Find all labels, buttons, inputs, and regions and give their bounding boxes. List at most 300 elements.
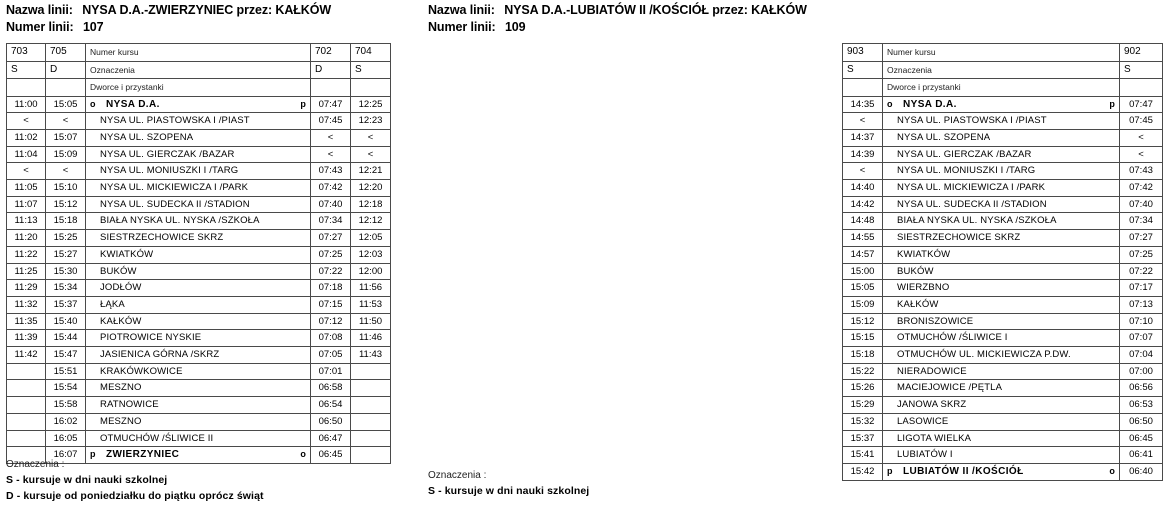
time-705: 15:37: [46, 296, 86, 313]
marking-703: S: [7, 61, 46, 79]
time-704: 11:56: [351, 280, 391, 297]
time-703: 11:25: [7, 263, 46, 280]
time-703: <: [7, 113, 46, 130]
table-row: [7, 413, 391, 430]
table-row: [843, 180, 1163, 197]
header-row-course-number: [7, 44, 391, 62]
spacer-cell: [7, 79, 46, 97]
stop-name-cell: [883, 180, 1120, 197]
time-705: 15:40: [46, 313, 86, 330]
time-705: 15:27: [46, 246, 86, 263]
time-903: 14:37: [843, 129, 883, 146]
time-702: 07:18: [311, 280, 351, 297]
time-705: 15:07: [46, 129, 86, 146]
table-row: [7, 363, 391, 380]
header-row-course-number: [843, 44, 1163, 62]
time-702: 07:45: [311, 113, 351, 130]
time-903: 15:09: [843, 296, 883, 313]
marking-902: S: [1120, 61, 1163, 79]
time-902: 06:45: [1120, 430, 1163, 447]
time-703: 11:20: [7, 230, 46, 247]
stop-name-cell: [883, 313, 1120, 330]
table-row: [843, 330, 1163, 347]
stop-name: BIAŁA NYSKA UL. NYSKA /SZKOŁA: [897, 215, 1057, 227]
stop-name-cell: [86, 263, 311, 280]
stop-name: RATNOWICE: [100, 399, 159, 411]
legend-right: [428, 468, 832, 499]
line-number-row: [6, 19, 410, 36]
time-903: 14:42: [843, 196, 883, 213]
stop-name-cell: [883, 430, 1120, 447]
stop-name: NYSA UL. MONIUSZKI I /TARG: [100, 165, 239, 177]
time-903: 14:35: [843, 96, 883, 113]
time-704: 11:46: [351, 330, 391, 347]
time-704: 11:53: [351, 296, 391, 313]
time-902: 07:17: [1120, 280, 1163, 297]
departure-marker: p: [887, 465, 893, 476]
stop-name: JANOWA SKRZ: [897, 399, 967, 411]
course-number-903: 903: [843, 44, 883, 62]
stop-name-cell: [86, 213, 311, 230]
line-number-label: Numer linii:: [6, 20, 74, 34]
stop-name: LUBIATÓW II /KOŚCIÓŁ: [903, 465, 1024, 477]
time-902: 07:27: [1120, 230, 1163, 247]
marking-705: D: [46, 61, 86, 79]
time-702: 07:15: [311, 296, 351, 313]
time-903: 14:48: [843, 213, 883, 230]
time-705: 15:58: [46, 397, 86, 414]
time-704: 12:18: [351, 196, 391, 213]
time-705: 15:05: [46, 96, 86, 113]
table-row: [843, 129, 1163, 146]
stop-name: SIESTRZECHOWICE SKRZ: [897, 232, 1021, 244]
time-703: <: [7, 163, 46, 180]
stop-name-cell: [86, 196, 311, 213]
stop-name: NYSA UL. SZOPENA: [897, 131, 991, 143]
table-row: [843, 363, 1163, 380]
stop-name: BRONISZOWICE: [897, 315, 974, 327]
time-703: [7, 430, 46, 447]
time-703: 11:00: [7, 96, 46, 113]
spacer-cell: [311, 79, 351, 97]
legend-item: S - kursuje w dni nauki szkolnej: [6, 474, 168, 486]
departure-marker: p: [90, 449, 96, 460]
table-row: [843, 213, 1163, 230]
time-902: 07:13: [1120, 296, 1163, 313]
time-902: 06:41: [1120, 447, 1163, 464]
spacer-cell: [46, 79, 86, 97]
time-702: 07:40: [311, 196, 351, 213]
time-705: 15:25: [46, 230, 86, 247]
table-row: [7, 330, 391, 347]
stop-name: NYSA UL. SUDECKA II /STADION: [100, 198, 250, 210]
stop-name-cell: [883, 196, 1120, 213]
stop-name-cell: [883, 330, 1120, 347]
time-903: <: [843, 163, 883, 180]
time-903: <: [843, 113, 883, 130]
table-row: [843, 463, 1163, 480]
time-705: 16:07: [46, 447, 86, 464]
stop-name: PIOTROWICE NYSKIE: [100, 332, 202, 344]
line-number-value: 107: [82, 20, 104, 34]
spacer-cell: [1120, 79, 1163, 97]
table-row: [843, 96, 1163, 113]
stop-name: MACIEJOWICE /PĘTLA: [897, 382, 1003, 394]
stop-name: KAŁKÓW: [100, 315, 142, 327]
time-903: 15:29: [843, 397, 883, 414]
line-name-value: NYSA D.A.-ZWIERZYNIEC przez: KAŁKÓW: [82, 3, 332, 17]
line-name-row: [428, 2, 832, 19]
table-row: [7, 280, 391, 297]
time-702: 07:08: [311, 330, 351, 347]
line-number-row: [428, 19, 832, 36]
time-705: 16:05: [46, 430, 86, 447]
header-row-markings: [843, 61, 1163, 79]
timetable-left: [6, 43, 391, 464]
label-stations: Dworce i przystanki: [883, 79, 1120, 97]
course-number-703: 703: [7, 44, 46, 62]
stop-name: LUBIATÓW I: [897, 449, 953, 461]
table-row: [7, 380, 391, 397]
course-number-902: 902: [1120, 44, 1163, 62]
departure-marker: o: [887, 98, 893, 109]
time-704: 12:05: [351, 230, 391, 247]
time-902: 07:42: [1120, 180, 1163, 197]
stop-name-cell: [86, 146, 311, 163]
stop-name-cell: [86, 280, 311, 297]
time-903: 15:42: [843, 463, 883, 480]
stop-name: LIGOTA WIELKA: [897, 432, 972, 444]
table-row: [843, 230, 1163, 247]
stop-name-cell: [883, 447, 1120, 464]
time-902: 07:43: [1120, 163, 1163, 180]
stop-name-cell: [86, 397, 311, 414]
table-row: [7, 397, 391, 414]
stop-name: KRAKÓWKOWICE: [100, 365, 183, 377]
time-705: 15:10: [46, 180, 86, 197]
table-row: [843, 380, 1163, 397]
stop-name-cell: [883, 129, 1120, 146]
time-704: 12:03: [351, 246, 391, 263]
time-704: 12:12: [351, 213, 391, 230]
stop-name: NYSA UL. GIERCZAK /BAZAR: [897, 148, 1032, 160]
stop-name: KWIATKÓW: [100, 248, 154, 260]
time-903: 15:37: [843, 430, 883, 447]
time-903: 14:40: [843, 180, 883, 197]
time-902: <: [1120, 129, 1163, 146]
time-705: 15:44: [46, 330, 86, 347]
time-704: [351, 380, 391, 397]
table-row: [843, 146, 1163, 163]
stop-name: NYSA UL. GIERCZAK /BAZAR: [100, 148, 235, 160]
stop-name-cell: [86, 430, 311, 447]
stop-name: LASOWICE: [897, 415, 949, 427]
stop-name: ZWIERZYNIEC: [106, 449, 180, 461]
stop-name-cell: [86, 413, 311, 430]
time-703: 11:39: [7, 330, 46, 347]
table-row: [843, 430, 1163, 447]
time-703: 11:07: [7, 196, 46, 213]
time-903: 15:22: [843, 363, 883, 380]
stop-name: MESZNO: [100, 415, 142, 427]
time-703: 11:05: [7, 180, 46, 197]
spacer-cell: [843, 79, 883, 97]
time-705: 15:51: [46, 363, 86, 380]
stop-name: KWIATKÓW: [897, 248, 951, 260]
stop-name: NYSA UL. MICKIEWICZA I /PARK: [897, 182, 1046, 194]
time-704: [351, 363, 391, 380]
arrival-marker: o: [1109, 465, 1115, 476]
table-row: [7, 430, 391, 447]
stop-name-cell: [86, 380, 311, 397]
time-705: 15:18: [46, 213, 86, 230]
stop-name: NYSA UL. PIASTOWSKA I /PIAST: [100, 115, 250, 127]
stop-name: NYSA UL. SZOPENA: [100, 131, 194, 143]
time-703: [7, 413, 46, 430]
stop-name-cell: [86, 230, 311, 247]
time-705: 15:12: [46, 196, 86, 213]
time-702: 06:54: [311, 397, 351, 414]
table-row: [7, 180, 391, 197]
stop-name-cell: [86, 296, 311, 313]
marking-903: S: [843, 61, 883, 79]
stop-name-cell: [883, 113, 1120, 130]
label-markings: Oznaczenia: [883, 61, 1120, 79]
time-903: 15:41: [843, 447, 883, 464]
table-row: [7, 347, 391, 364]
time-903: 14:55: [843, 230, 883, 247]
time-703: 11:13: [7, 213, 46, 230]
time-902: 07:10: [1120, 313, 1163, 330]
stop-name-cell: [883, 213, 1120, 230]
stop-name-cell: [883, 96, 1120, 113]
time-702: 07:27: [311, 230, 351, 247]
table-row: [7, 196, 391, 213]
stop-name: NYSA D.A.: [903, 98, 957, 110]
table-row: [843, 163, 1163, 180]
arrival-marker: o: [300, 449, 306, 460]
time-702: 07:05: [311, 347, 351, 364]
time-702: 07:47: [311, 96, 351, 113]
time-702: 06:47: [311, 430, 351, 447]
table-row: [7, 96, 391, 113]
time-703: 11:04: [7, 146, 46, 163]
spacer-cell: [351, 79, 391, 97]
table-row: [843, 347, 1163, 364]
time-903: 15:15: [843, 330, 883, 347]
time-704: 12:23: [351, 113, 391, 130]
stop-name-cell: [883, 413, 1120, 430]
time-703: [7, 380, 46, 397]
time-902: 07:25: [1120, 246, 1163, 263]
stop-name-cell: [883, 146, 1120, 163]
table-row: [7, 129, 391, 146]
stop-name: NYSA UL. MICKIEWICZA I /PARK: [100, 182, 249, 194]
arrival-marker: p: [1109, 98, 1115, 109]
stop-name: KAŁKÓW: [897, 298, 939, 310]
label-stations: Dworce i przystanki: [86, 79, 311, 97]
time-704: [351, 397, 391, 414]
line-name-label: Nazwa linii:: [428, 3, 495, 17]
table-row: [843, 313, 1163, 330]
stop-name: BUKÓW: [897, 265, 934, 277]
line-header-right: [428, 2, 832, 36]
time-903: 15:32: [843, 413, 883, 430]
time-705: 15:34: [46, 280, 86, 297]
time-703: 11:42: [7, 347, 46, 364]
time-703: 11:29: [7, 280, 46, 297]
time-703: [7, 363, 46, 380]
time-903: 14:39: [843, 146, 883, 163]
stop-name-cell: [883, 347, 1120, 364]
course-number-705: 705: [46, 44, 86, 62]
stop-name: NYSA UL. PIASTOWSKA I /PIAST: [897, 115, 1047, 127]
time-705: 15:09: [46, 146, 86, 163]
stop-name-cell: [883, 280, 1120, 297]
time-902: 06:53: [1120, 397, 1163, 414]
time-902: 07:45: [1120, 113, 1163, 130]
legend-item: S - kursuje w dni nauki szkolnej: [428, 485, 590, 497]
line-name-row: [6, 2, 410, 19]
stop-name-cell: [883, 163, 1120, 180]
time-704: 11:43: [351, 347, 391, 364]
header-row-markings: [7, 61, 391, 79]
time-702: 06:50: [311, 413, 351, 430]
table-row: [7, 163, 391, 180]
time-902: 07:40: [1120, 196, 1163, 213]
time-703: 11:32: [7, 296, 46, 313]
time-705: <: [46, 163, 86, 180]
time-702: 07:01: [311, 363, 351, 380]
stop-name: NYSA UL. MONIUSZKI I /TARG: [897, 165, 1036, 177]
time-704: 12:00: [351, 263, 391, 280]
time-702: 07:42: [311, 180, 351, 197]
time-903: 15:26: [843, 380, 883, 397]
table-row: [843, 196, 1163, 213]
timetable-panel-line-107: [0, 0, 414, 520]
time-702: 07:34: [311, 213, 351, 230]
stop-name-cell: [883, 263, 1120, 280]
time-704: [351, 430, 391, 447]
time-702: 07:22: [311, 263, 351, 280]
stop-name: OTMUCHÓW UL. MICKIEWICZA P.DW.: [897, 349, 1071, 361]
marking-702: D: [311, 61, 351, 79]
time-704: <: [351, 129, 391, 146]
table-row: [843, 413, 1163, 430]
line-number-value: 109: [504, 20, 526, 34]
time-902: 07:07: [1120, 330, 1163, 347]
table-row: [7, 213, 391, 230]
stop-name: MESZNO: [100, 382, 142, 394]
legend-left: [6, 457, 410, 504]
line-header-left: [6, 2, 410, 36]
time-902: <: [1120, 146, 1163, 163]
stop-name: WIERZBNO: [897, 282, 950, 294]
table-row: [843, 263, 1163, 280]
timetable-right: [842, 43, 1163, 481]
stop-name-cell: [86, 180, 311, 197]
time-704: 12:21: [351, 163, 391, 180]
stop-name-cell: [86, 113, 311, 130]
stop-name-cell: [86, 246, 311, 263]
stop-name-cell: [86, 363, 311, 380]
table-row: [843, 246, 1163, 263]
time-703: 11:22: [7, 246, 46, 263]
stop-name: JASIENICA GÓRNA /SKRZ: [100, 349, 220, 361]
stop-name-cell: [86, 96, 311, 113]
time-702: 06:45: [311, 447, 351, 464]
departure-marker: o: [90, 98, 96, 109]
time-702: <: [311, 129, 351, 146]
legend-title: Oznaczenia :: [6, 459, 65, 470]
stop-name-cell: [86, 163, 311, 180]
legend-item: D - kursuje od poniedziałku do piątku oprócz świąt: [6, 490, 264, 502]
table-row: [7, 113, 391, 130]
label-course-number: Numer kursu: [86, 44, 311, 62]
time-703: [7, 397, 46, 414]
table-row: [843, 113, 1163, 130]
time-705: 15:54: [46, 380, 86, 397]
time-705: <: [46, 113, 86, 130]
stop-name-cell: [86, 347, 311, 364]
time-704: 12:20: [351, 180, 391, 197]
table-row: [7, 146, 391, 163]
time-702: 07:12: [311, 313, 351, 330]
time-902: 07:34: [1120, 213, 1163, 230]
line-number-label: Numer linii:: [428, 20, 496, 34]
time-702: 06:58: [311, 380, 351, 397]
header-row-stations: [7, 79, 391, 97]
timetable-panel-line-109: [414, 0, 1153, 520]
table-row: [7, 246, 391, 263]
legend-title: Oznaczenia :: [428, 470, 487, 481]
time-705: 15:30: [46, 263, 86, 280]
stop-name-cell: [883, 363, 1120, 380]
time-705: 15:47: [46, 347, 86, 364]
time-902: 07:22: [1120, 263, 1163, 280]
time-902: 07:00: [1120, 363, 1163, 380]
stop-name-cell: [86, 330, 311, 347]
stop-name-cell: [883, 296, 1120, 313]
stop-name: NYSA D.A.: [106, 98, 160, 110]
table-row: [7, 296, 391, 313]
table-row: [843, 280, 1163, 297]
time-903: 15:18: [843, 347, 883, 364]
time-702: 07:25: [311, 246, 351, 263]
time-705: 16:02: [46, 413, 86, 430]
stop-name-cell: [883, 463, 1120, 480]
stop-name: SIESTRZECHOWICE SKRZ: [100, 232, 224, 244]
stop-name: NIERADOWICE: [897, 365, 967, 377]
table-row: [843, 296, 1163, 313]
course-number-704: 704: [351, 44, 391, 62]
header-row-stations: [843, 79, 1163, 97]
stop-name-cell: [883, 397, 1120, 414]
stop-name-cell: [883, 380, 1120, 397]
time-903: 15:05: [843, 280, 883, 297]
stop-name: JODŁÓW: [100, 282, 142, 294]
time-903: 15:12: [843, 313, 883, 330]
stop-name-cell: [86, 129, 311, 146]
time-902: 06:50: [1120, 413, 1163, 430]
time-902: 06:40: [1120, 463, 1163, 480]
time-903: 14:57: [843, 246, 883, 263]
stop-name: NYSA UL. SUDECKA II /STADION: [897, 198, 1047, 210]
line-name-label: Nazwa linii:: [6, 3, 73, 17]
stop-name: OTMUCHÓW /ŚLIWICE II: [100, 432, 214, 444]
time-903: 15:00: [843, 263, 883, 280]
marking-704: S: [351, 61, 391, 79]
